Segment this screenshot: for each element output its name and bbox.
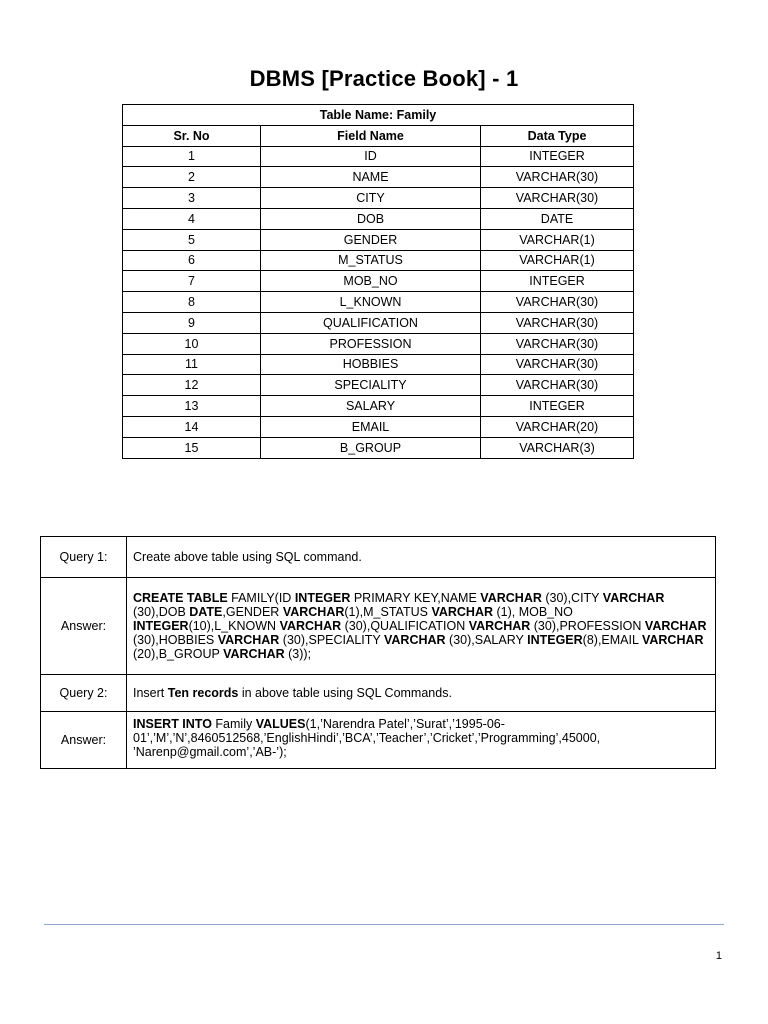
- table-caption: Table Name: Family: [123, 105, 634, 126]
- cell-data-type: VARCHAR(30): [481, 333, 634, 354]
- document-title: DBMS [Practice Book] - 1: [249, 66, 519, 91]
- column-header-sr-no: Sr. No: [123, 125, 261, 146]
- family-table: [122, 104, 634, 459]
- cell-sr-no: 6: [123, 250, 261, 271]
- query-label: Query 1:: [41, 537, 127, 578]
- sql-keyword: VARCHAR: [223, 647, 285, 661]
- cell-data-type: VARCHAR(1): [481, 250, 634, 271]
- cell-data-type: DATE: [481, 208, 634, 229]
- table-row: [123, 292, 634, 313]
- cell-field-name: B_GROUP: [261, 437, 481, 458]
- query-text-segment: (10),L_KNOWN: [188, 619, 280, 633]
- query-label: Answer:: [41, 578, 127, 675]
- cell-data-type: VARCHAR(20): [481, 416, 634, 437]
- cell-data-type: INTEGER: [481, 146, 634, 167]
- sql-keyword: Ten records: [167, 686, 239, 700]
- cell-field-name: EMAIL: [261, 416, 481, 437]
- cell-sr-no: 4: [123, 208, 261, 229]
- family-table-body: [123, 146, 634, 458]
- sql-keyword: VARCHAR: [431, 605, 494, 619]
- cell-field-name: MOB_NO: [261, 271, 481, 292]
- column-header-data-type: Data Type: [481, 125, 634, 146]
- query-text-segment: (1),M_STATUS: [344, 605, 432, 619]
- sql-keyword: INTEGER: [527, 633, 583, 647]
- cell-data-type: VARCHAR(30): [481, 354, 634, 375]
- sql-keyword: VARCHAR: [217, 633, 280, 647]
- query-text-segment: (30),PROFESSION: [530, 619, 645, 633]
- cell-data-type: VARCHAR(30): [481, 188, 634, 209]
- sql-keyword: VARCHAR: [480, 591, 542, 605]
- query-text-segment: in above table using SQL Commands.: [238, 686, 452, 700]
- query-text-segment: PRIMARY KEY,NAME: [350, 591, 481, 605]
- cell-sr-no: 9: [123, 312, 261, 333]
- query-row: [41, 537, 716, 578]
- cell-sr-no: 12: [123, 375, 261, 396]
- query-text: [127, 712, 716, 769]
- query-text-segment: (30),SALARY: [445, 633, 528, 647]
- query-text-segment: (8),EMAIL: [582, 633, 642, 647]
- queries-table-body: [41, 537, 716, 769]
- table-row: [123, 416, 634, 437]
- table-header-row: [123, 125, 634, 146]
- query-text-segment: Family: [211, 717, 256, 731]
- query-text-segment: (1), MOB_NO: [493, 605, 573, 619]
- sql-keyword: CREATE TABLE: [133, 591, 228, 605]
- query-text-segment: (30),CITY: [541, 591, 603, 605]
- sql-keyword: INSERT INTO: [133, 717, 212, 731]
- cell-sr-no: 2: [123, 167, 261, 188]
- cell-data-type: VARCHAR(30): [481, 375, 634, 396]
- table-row: [123, 333, 634, 354]
- table-row: [123, 250, 634, 271]
- cell-field-name: HOBBIES: [261, 354, 481, 375]
- cell-field-name: SALARY: [261, 396, 481, 417]
- cell-field-name: L_KNOWN: [261, 292, 481, 313]
- query-text-segment: (30),HOBBIES: [133, 633, 218, 647]
- cell-data-type: INTEGER: [481, 396, 634, 417]
- table-row: [123, 271, 634, 292]
- table-row: [123, 437, 634, 458]
- query-text-segment: FAMILY(ID: [227, 591, 295, 605]
- sql-keyword: INTEGER: [294, 591, 351, 605]
- sql-keyword: INTEGER: [133, 619, 189, 633]
- cell-sr-no: 5: [123, 229, 261, 250]
- cell-field-name: SPECIALITY: [261, 375, 481, 396]
- table-row: [123, 375, 634, 396]
- sql-keyword: VARCHAR: [644, 619, 707, 633]
- cell-sr-no: 1: [123, 146, 261, 167]
- cell-sr-no: 10: [123, 333, 261, 354]
- query-text-segment: (30),DOB: [133, 605, 190, 619]
- query-label: Answer:: [41, 712, 127, 769]
- cell-data-type: VARCHAR(1): [481, 229, 634, 250]
- query-row: [41, 675, 716, 712]
- queries-table: [40, 536, 716, 769]
- cell-data-type: VARCHAR(3): [481, 437, 634, 458]
- cell-data-type: VARCHAR(30): [481, 167, 634, 188]
- cell-field-name: M_STATUS: [261, 250, 481, 271]
- footer-divider: [44, 924, 724, 925]
- query-row: [41, 578, 716, 675]
- cell-sr-no: 3: [123, 188, 261, 209]
- query-row: [41, 712, 716, 769]
- table-row: [123, 167, 634, 188]
- cell-field-name: GENDER: [261, 229, 481, 250]
- sql-keyword: VARCHAR: [468, 619, 531, 633]
- table-row: [123, 146, 634, 167]
- sql-keyword: VARCHAR: [279, 619, 342, 633]
- table-row: [123, 208, 634, 229]
- table-caption-row: [123, 105, 634, 126]
- sql-keyword: VARCHAR: [282, 605, 345, 619]
- cell-field-name: QUALIFICATION: [261, 312, 481, 333]
- cell-sr-no: 8: [123, 292, 261, 313]
- cell-field-name: DOB: [261, 208, 481, 229]
- sql-keyword: VARCHAR: [602, 591, 665, 605]
- cell-sr-no: 15: [123, 437, 261, 458]
- query-text-segment: ,GENDER: [222, 605, 283, 619]
- query-text-segment: (30),SPECIALITY: [279, 633, 384, 647]
- column-header-field-name: Field Name: [261, 125, 481, 146]
- table-row: [123, 396, 634, 417]
- cell-data-type: INTEGER: [481, 271, 634, 292]
- query-text: [127, 675, 716, 712]
- page-number: 1: [715, 950, 722, 962]
- table-row: [123, 229, 634, 250]
- table-row: [123, 354, 634, 375]
- cell-data-type: VARCHAR(30): [481, 312, 634, 333]
- sql-keyword: DATE: [189, 605, 223, 619]
- cell-sr-no: 14: [123, 416, 261, 437]
- query-text-segment: Create above table using SQL command.: [133, 550, 362, 564]
- query-text-segment: (20),B_GROUP: [133, 647, 224, 661]
- cell-sr-no: 7: [123, 271, 261, 292]
- table-row: [123, 188, 634, 209]
- sql-keyword: VARCHAR: [641, 633, 704, 647]
- cell-field-name: NAME: [261, 167, 481, 188]
- query-text-segment: (3));: [284, 647, 312, 661]
- query-text-segment: (30),QUALIFICATION: [341, 619, 469, 633]
- cell-field-name: ID: [261, 146, 481, 167]
- query-text: [127, 578, 716, 675]
- query-label: Query 2:: [41, 675, 127, 712]
- query-text-segment: Insert: [133, 686, 168, 700]
- table-row: [123, 312, 634, 333]
- cell-field-name: PROFESSION: [261, 333, 481, 354]
- cell-sr-no: 11: [123, 354, 261, 375]
- cell-field-name: CITY: [261, 188, 481, 209]
- sql-keyword: VARCHAR: [384, 633, 446, 647]
- query-text: [127, 537, 716, 578]
- cell-data-type: VARCHAR(30): [481, 292, 634, 313]
- sql-keyword: VALUES: [255, 717, 306, 731]
- cell-sr-no: 13: [123, 396, 261, 417]
- query-text-segment: (1,’Narendra Patel’,’Surat’,’1995-06-01’,’M’,’N’,8460512568,’EnglishHindi’,’BCA’,’Teacher’,’Cricket’,’Programming’,45000, ’Narenp@gmail.com’,’AB-’);: [133, 717, 601, 759]
